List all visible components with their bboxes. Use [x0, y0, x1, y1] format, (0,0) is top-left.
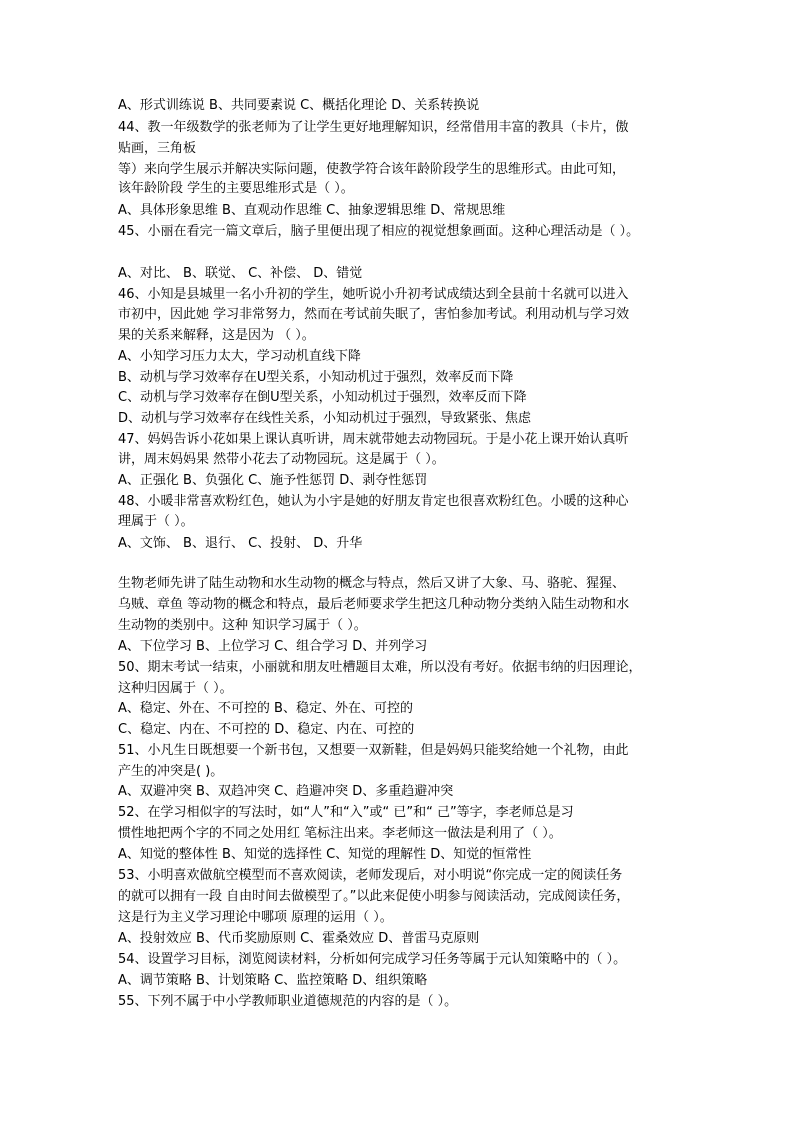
text-line: 52、在学习相似字的写法时，如“人”和“入”或“ 已”和“ 己”等字，李老师总是习 — [118, 805, 574, 820]
text-line: 市初中，因此她 学习非常努力，然而在考试前失眠了，害怕参加考试。利用动机与学习效 — [118, 307, 630, 322]
text-line: A、双避冲突 B、双趋冲突 C、趋避冲突 D、多重趋避冲突 — [118, 784, 454, 799]
text-line: 生物老师先讲了陆生动物和水生动物的概念与特点，然后又讲了大象、马、骆驼、猩猩、 — [118, 576, 626, 591]
text-line: 45、小丽在看完一篇文章后，脑子里便出现了相应的视觉想象画面。这种心理活动是（ ）。 — [118, 224, 640, 239]
text-line: 48、小暖非常喜欢粉红色，她认为小宇是她的好朋友肯定也很喜欢粉红色。小暖的这种心 — [118, 494, 629, 509]
text-line: 等）来向学生展示并解决实际问题，使教学符合该年龄阶段学生的思维形式。由此可知， — [118, 162, 626, 177]
text-line: 54、设置学习目标，浏览阅读材料，分析如何完成学习任务等属于元认知策略中的（ ）。 — [118, 952, 627, 967]
text-line: 果的关系来解释，这是因为 （ ）。 — [118, 328, 315, 343]
text-line: A、文饰、 B、退行、 C、投射、 D、升华 — [118, 536, 363, 551]
text-line: 贴画，三角板 — [118, 141, 197, 156]
text-line: 这是行为主义学习理论中哪项 原理的运用（ ）。 — [118, 910, 393, 925]
text-line: C、动机与学习效率存在倒U型关系，小知动机过于强烈，效率反而下降 — [118, 390, 527, 405]
text-line: A、对比、 B、联觉、 C、补偿、 D、错觉 — [118, 266, 363, 281]
text-line: 这种归因属于（ ）。 — [118, 681, 233, 696]
text-line: 理属于（ ）。 — [118, 514, 194, 529]
text-line: 53、小明喜欢做航空模型而不喜欢阅读，老师发现后，对小明说“你完成一定的阅读任务 — [118, 868, 623, 883]
text-line: A、下位学习 B、上位学习 C、组合学习 D、并列学习 — [118, 639, 428, 654]
text-line: 乌贼、章鱼 等动物的概念和特点，最后老师要求学生把这几种动物分类纳入陆生动物和水 — [118, 597, 630, 612]
text-line: A、形式训练说 B、共同要素说 C、概括化理论 D、关系转换说 — [118, 98, 480, 113]
text-line: A、小知学习压力太大，学习动机直线下降 — [118, 349, 361, 364]
text-line: A、调节策略 B、计划策略 C、监控策略 D、组织策略 — [118, 973, 428, 988]
text-line: A、投射效应 B、代币奖励原则 C、霍桑效应 D、普雷马克原则 — [118, 931, 480, 946]
text-line: 46、小知是县城里一名小升初的学生，她听说小升初考试成绩达到全县前十名就可以进入 — [118, 287, 629, 302]
text-line: 讲，周末妈妈果 然带小花去了动物园玩。这是属于（ ）。 — [118, 452, 445, 467]
text-line: 的就可以拥有一段 自由时间去做模型了。”以此来促使小明参与阅读活动，完成阅读任务， — [118, 889, 630, 904]
text-line: A、稳定、外在、不可控的 B、稳定、外在、可控的 — [118, 701, 413, 716]
text-line: 51、小凡生日既想要一个新书包，又想要一双新鞋，但是妈妈只能奖给她一个礼物，由此 — [118, 743, 629, 758]
text-line: 55、下列不属于中小学教师职业道德规范的内容的是（ ）。 — [118, 994, 458, 1009]
text-line: 生动物的类别中。这种 知识学习属于（ ）。 — [118, 618, 367, 633]
text-line: 产生的冲突是( )。 — [118, 764, 224, 779]
text-line: 惯性地把两个字的不同之处用红 笔标注出来。李老师这一做法是利用了（ ）。 — [118, 826, 562, 841]
text-line: C、稳定、内在、不可控的 D、稳定、内在、可控的 — [118, 722, 415, 737]
text-line: D、动机与学习效率存在线性关系，小知动机过于强烈，导致紧张、焦虑 — [118, 411, 532, 426]
text-line: 该年龄阶段 学生的主要思维形式是（ ）。 — [118, 181, 354, 196]
text-line: 50、期末考试一结束，小丽就和朋友吐槽题目太难，所以没有考好。依据韦纳的归因理论， — [118, 660, 642, 675]
text-line: B、动机与学习效率存在U型关系，小知动机过于强烈，效率反而下降 — [118, 370, 514, 385]
text-line: A、具体形象思维 B、直观动作思维 C、抽象逻辑思维 D、常规思维 — [118, 203, 506, 218]
text-line: A、正强化 B、负强化 C、施予性惩罚 D、剥夺性惩罚 — [118, 473, 428, 488]
text-line: 47、妈妈告诉小花如果上课认真听讲，周末就带她去动物园玩。于是小花上课开始认真听 — [118, 432, 629, 447]
text-line: A、知觉的整体性 B、知觉的选择性 C、知觉的理解性 D、知觉的恒常性 — [118, 847, 532, 862]
text-line: 44、教一年级数学的张老师为了让学生更好地理解知识，经常借用丰富的教具（卡片，傲 — [118, 120, 629, 135]
